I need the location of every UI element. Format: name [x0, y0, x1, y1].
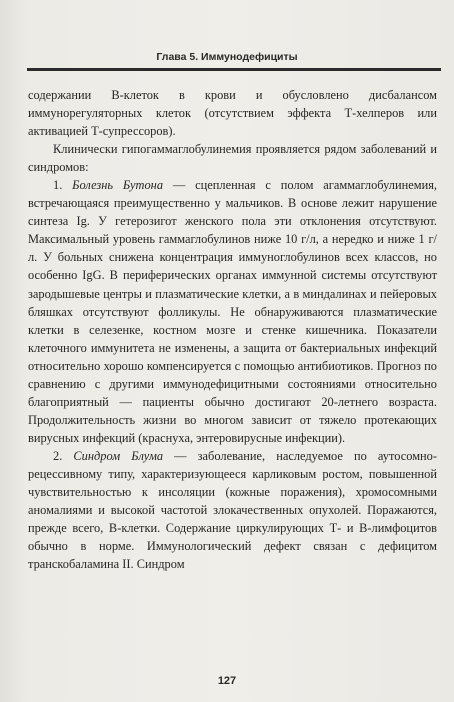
body-text: [28, 86, 437, 573]
item-number: 2.: [53, 448, 74, 463]
paragraph-text: — сцепленная с полом агаммаглобулинемия, встречающаяся преимущественно у мальчиков. В основе лежит нарушение синтеза Ig. У гетерозигот женского пола эти отклонения отсутствуют. Максимальный уровень гаммаглобулинов ниже 10 г/л, а нередко и ниже 1 г/л. У больных снижена концентрация иммуноглобулинов всех классов, но особенно IgG. В периферических органах иммунной системы отсутствуют зародышевые центры и плазматические клетки, а в миндалинах и пейеровых бляшках отсутствуют фолликулы. Не обнаруживаются плазматические клетки в селезенке, костном мозге и стенке кишечника. Показатели клеточного иммунитета не изменены, а защита от бактериальных инфекций относительно хорошо компенсируется с помощью антибиотиков. Прогноз по сравнению с другими иммунодефицитными состояниями относительно благоприятный — пациенты обычно достигают 20-летнего возраста. Продолжительность жизни во многом зависит от тяжело протекающих вирусных инфекций (краснуха, энтеровирусные инфекции).: [28, 178, 437, 445]
paragraph-text: Клинически гипогаммаглобулинемия проявляется рядом заболеваний и синдромов:: [28, 142, 437, 175]
chapter-header: Глава 5. Иммунодефициты: [156, 51, 298, 63]
paragraph-continuation: [28, 86, 437, 140]
item-number: 1.: [53, 178, 73, 193]
term-bruton-disease: Болезнь Бутона: [72, 178, 164, 193]
paragraph-item-1: [28, 176, 437, 447]
paragraph-intro: [28, 140, 437, 176]
paragraph-item-2: [28, 447, 437, 573]
page-number: 127: [217, 675, 237, 687]
header-rule: [27, 68, 441, 71]
paragraph-text: содержании В-клеток в крови и обусловлено дисбалансом иммунорегуляторных клеток (отсутствием эффекта Т-хелперов или активацией Т-супрессоров).: [28, 88, 437, 139]
paragraph-text: — заболевание, наследуемое по аутосомно-рецессивному типу, характеризующееся карликовым ростом, повышенной чувствительностью к инсоляции (кожные поражения), хромосомными аномалиями и высокой частотой злокачественных опухолей. Поражаются, прежде всего, В-клетки. Содержание циркулирующих Т- и В-лимфоцитов обычно в норме. Иммунологический дефект связан с дефицитом транскобаламина II. Синдром: [28, 448, 438, 572]
term-bloom-syndrome: Синдром Блума: [73, 448, 164, 463]
